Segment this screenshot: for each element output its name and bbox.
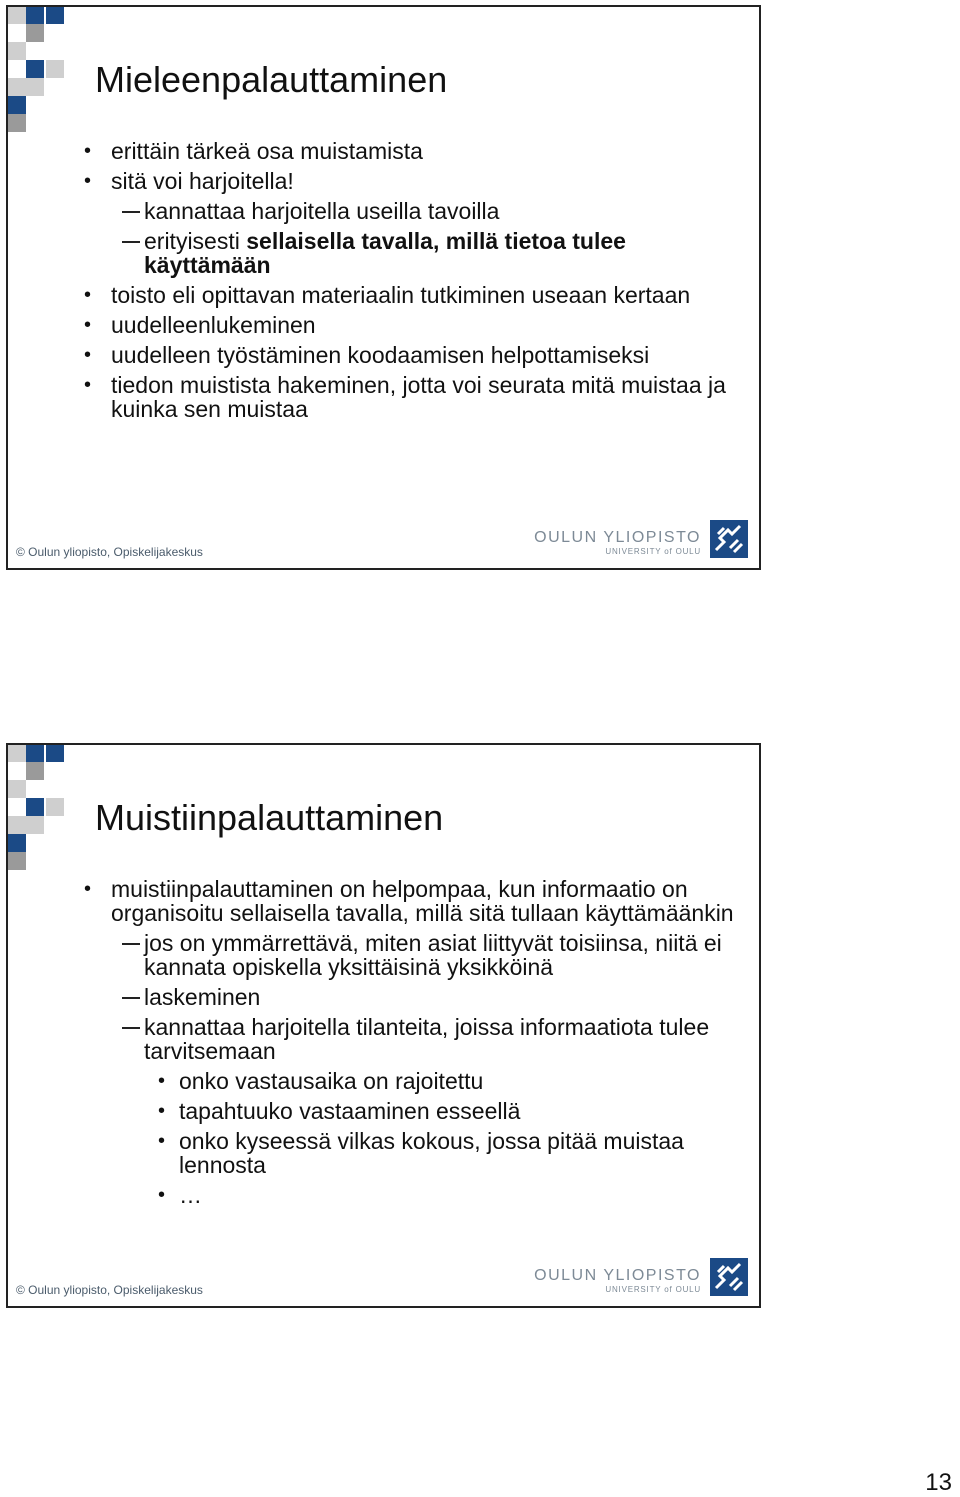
list-item [82, 1069, 739, 1093]
list-item [82, 313, 739, 337]
slide-title: Muistiinpalauttaminen [95, 797, 444, 838]
slide-title: Mieleenpalauttaminen [95, 59, 448, 100]
logo-main-text: OULUN YLIOPISTO [534, 1267, 701, 1284]
university-logo-icon [710, 1258, 748, 1296]
list-item [82, 139, 739, 163]
list-item-text: erityisesti [144, 228, 247, 254]
list-item-text: … [179, 1182, 202, 1208]
bullet-icon: • [84, 170, 92, 192]
list-item [82, 283, 739, 307]
list-item [82, 373, 739, 421]
list-item-text: kannattaa harjoitella useilla tavoilla [144, 198, 500, 224]
list-item [82, 931, 739, 979]
dash-icon [122, 211, 140, 213]
list-item-text: laskeminen [144, 984, 261, 1010]
list-item-text: tiedon muistista hakeminen, jotta voi seurata mitä muistaa ja kuinka sen muistaa [111, 372, 726, 422]
corner-squares-decoration [8, 7, 88, 137]
list-item-text: sitä voi harjoitella! [111, 168, 294, 194]
bullet-list [82, 877, 739, 1213]
list-item-text: muistiinpalauttaminen on helpompaa, kun informaatio on organisoitu sellaisella tavalla, millä sitä tullaan käyttämäänkin [111, 876, 734, 926]
logo-sub-text: UNIVERSITY of OULU [605, 1285, 701, 1294]
list-item-text: jos on ymmärrettävä, miten asiat liittyvät toisiinsa, niitä ei kannata opiskella yksittäisinä yksikköinä [144, 930, 722, 980]
list-item-text: erittäin tärkeä osa muistamista [111, 138, 423, 164]
university-logo-text [534, 1267, 701, 1294]
list-item [82, 1129, 739, 1177]
footer-copyright: © Oulun yliopisto, Opiskelijakeskus [16, 545, 203, 559]
list-item-text: tapahtuuko vastaaminen esseellä [179, 1098, 521, 1124]
bullet-icon: • [84, 284, 92, 306]
university-logo-text [534, 529, 701, 556]
logo-main-text: OULUN YLIOPISTO [534, 529, 701, 546]
slide-mieleenpalauttaminen [6, 5, 761, 570]
list-item-text: onko vastausaika on rajoitettu [179, 1068, 484, 1094]
bullet-icon: • [158, 1100, 166, 1122]
bullet-icon: • [84, 344, 92, 366]
bullet-list [82, 139, 739, 427]
list-item [82, 1183, 739, 1207]
list-item-text: kannattaa harjoitella tilanteita, joissa informaatiota tulee tarvitsemaan [144, 1014, 710, 1064]
list-item [82, 985, 739, 1009]
list-item [82, 169, 739, 193]
logo-sub-text: UNIVERSITY of OULU [605, 547, 701, 556]
list-item-text: onko kyseessä vilkas kokous, jossa pitää muistaa lennosta [179, 1128, 684, 1178]
list-item-text: uudelleen työstäminen koodaamisen helpottamiseksi [111, 342, 650, 368]
slide-muistiinpalauttaminen [6, 743, 761, 1308]
list-item-text: uudelleenlukeminen [111, 312, 316, 338]
dash-icon [122, 241, 140, 243]
bullet-icon: • [158, 1130, 166, 1152]
corner-squares-decoration [8, 745, 88, 875]
bullet-icon: • [158, 1184, 166, 1206]
list-item [82, 343, 739, 367]
list-item-text: toisto eli opittavan materiaalin tutkiminen useaan kertaan [111, 282, 691, 308]
bullet-icon: • [84, 878, 92, 900]
bullet-icon: • [84, 374, 92, 396]
dash-icon [122, 1027, 140, 1029]
list-item [82, 1099, 739, 1123]
bullet-icon: • [84, 140, 92, 162]
list-item [82, 877, 739, 925]
page-number: 13 [925, 1469, 952, 1496]
university-logo-icon [710, 520, 748, 558]
dash-icon [122, 997, 140, 999]
list-item [82, 1015, 739, 1063]
bullet-icon: • [158, 1070, 166, 1092]
list-item [82, 229, 739, 277]
dash-icon [122, 943, 140, 945]
list-item [82, 199, 739, 223]
bullet-icon: • [84, 314, 92, 336]
footer-copyright: © Oulun yliopisto, Opiskelijakeskus [16, 1283, 203, 1297]
list-item-bold-text: sellaisella tavalla, millä tietoa tulee käyttämään [144, 228, 626, 278]
